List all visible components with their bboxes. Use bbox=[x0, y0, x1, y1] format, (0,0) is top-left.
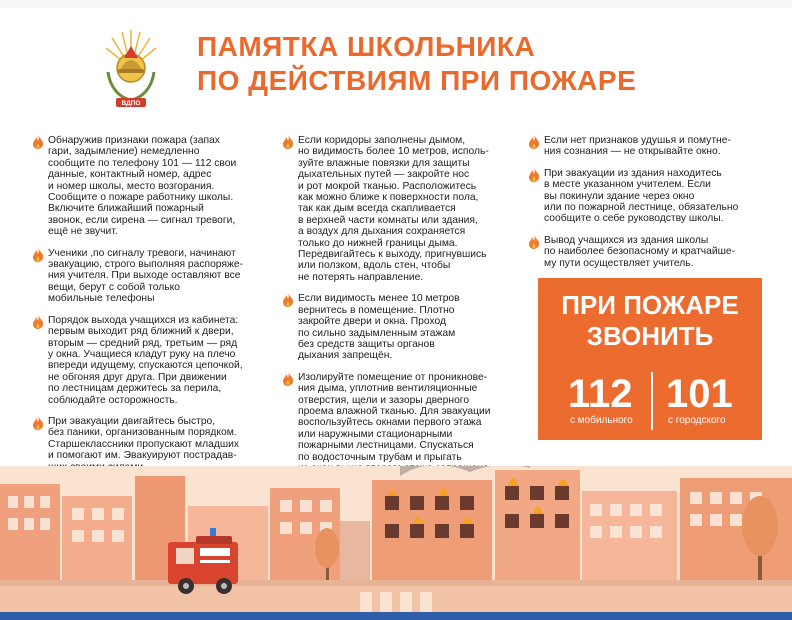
vdpo-emblem-logo bbox=[102, 28, 160, 110]
column-2 bbox=[282, 135, 518, 496]
column-3 bbox=[528, 135, 764, 279]
list-item bbox=[32, 135, 268, 238]
item-text: При эвакуации двигайтесь быстро, без паники, организованным порядком. Старшеклассники пропускают младших и помогают им. Эвакуируют пострадав- bbox=[48, 415, 239, 462]
call-box-title bbox=[538, 290, 762, 352]
call-box-title-line-2: ЗВОНИТЬ bbox=[586, 321, 714, 351]
item-text: При эвакуации из здания находитесь в месте указанном учителем. Если вы покинули здание через окно или по пожарной лестнице, обязательно сообщите о себе руководству школы. bbox=[544, 167, 739, 225]
list-item bbox=[528, 235, 764, 269]
column-1 bbox=[32, 135, 268, 483]
burning-city-illustration bbox=[0, 466, 792, 620]
list-item bbox=[32, 248, 268, 305]
flame-icon bbox=[32, 248, 44, 262]
flame-icon bbox=[32, 135, 44, 149]
emblem-label: ВДПО bbox=[121, 100, 141, 107]
call-box-title-line-1: ПРИ ПОЖАРЕ bbox=[561, 290, 739, 320]
flame-icon bbox=[282, 135, 294, 149]
mobile-label: с мобильного bbox=[570, 415, 633, 426]
title-line-1: ПАМЯТКА ШКОЛЬНИКА bbox=[197, 31, 536, 62]
page-title bbox=[197, 30, 636, 98]
flame-icon bbox=[282, 372, 294, 386]
item-text: Порядок выхода учащихся из кабинета: первым выходит ряд ближний к двери, вторым — средний ряд, третьим — ряд у окна. Учащиеся кладут руку на плечо впереди идущему, спускаются цепочкой, не обгоняя друг друга. При движении по лестницам держитесь за перила, соблюдайте осторожность. bbox=[48, 314, 243, 406]
item-text: Если нет признаков удушья и помутне- ния сознания — не открывайте окно. bbox=[544, 135, 731, 158]
item-text: Изолируйте помещение от проникнове- ния дыма, уплотнив вентиляционные отверстия, щели и зазоры дверного проема влажной тканью. Для эвакуации воспользуйтесь окнами первого этажа или наружными стационарными пожарными лестницами. Спускаться по водосточным трубам и прыгать bbox=[298, 371, 491, 463]
flame-icon bbox=[32, 416, 44, 430]
item-text: Обнаружив признаки пожара (запах гари, задымление) немедленно сообщите по телефону 101 — 112 свои данные, контактный номер, адрес и номер школы, место возгорания. Сообщите о пожаре работнику школы. Включите ближайший пожарный звонок, если сирена — сигнал тревоги, ещё не звучит. bbox=[48, 135, 237, 238]
number-divider bbox=[651, 372, 653, 430]
mobile-number: 112 bbox=[568, 372, 633, 416]
item-text: Если видимость менее 10 метров вернитесь в помещение. Плотно закройте двери и окна. Проход по сильно задымленным этажам без средств защиты органов дыхания запрещён. bbox=[298, 293, 460, 362]
bottom-bar bbox=[0, 612, 792, 620]
item-text: Вывод учащихся из здания школы по наиболее безопасному и кратчайше- му пути осуществляет учитель. bbox=[544, 234, 736, 269]
flame-icon bbox=[528, 168, 540, 182]
list-item bbox=[528, 168, 764, 225]
item-text: Если коридоры заполнены дымом, но видимость более 10 метров, исполь- зуйте влажные повязки для защиты дыхательных путей — закройте нос и рот мокрой тканью. Расположитесь как можно ближе к поверхности пола, так как дым всегда скапливается в верхней части комнаты или здания, а воздух для дыхания сохраняется только до нижней границы дыма. Передвигайтесь к выходу, пригнувшись или ползком, вдоль стен, чтобы не потерять направление. bbox=[298, 135, 489, 283]
flame-icon bbox=[528, 135, 540, 149]
flame-icon bbox=[282, 293, 294, 307]
item-text: Ученики ,по сигналу тревоги, начинают эвакуацию, строго выполняя распоряже- ния учителя. При выходе оставляют все вещи, берут с собой только мобильные телефоны bbox=[48, 247, 244, 305]
emergency-call-box bbox=[538, 278, 762, 440]
list-item bbox=[282, 135, 518, 283]
flame-icon bbox=[528, 235, 540, 249]
landline-label: с городского bbox=[668, 415, 726, 426]
title-line-2: ПО ДЕЙСТВИЯМ ПРИ ПОЖАРЕ bbox=[197, 65, 637, 96]
landline-number: 101 bbox=[666, 372, 733, 416]
top-frame bbox=[0, 0, 792, 8]
list-item bbox=[528, 135, 764, 158]
flame-icon bbox=[32, 315, 44, 329]
list-item bbox=[32, 416, 268, 473]
list-item bbox=[282, 293, 518, 361]
list-item bbox=[32, 315, 268, 406]
